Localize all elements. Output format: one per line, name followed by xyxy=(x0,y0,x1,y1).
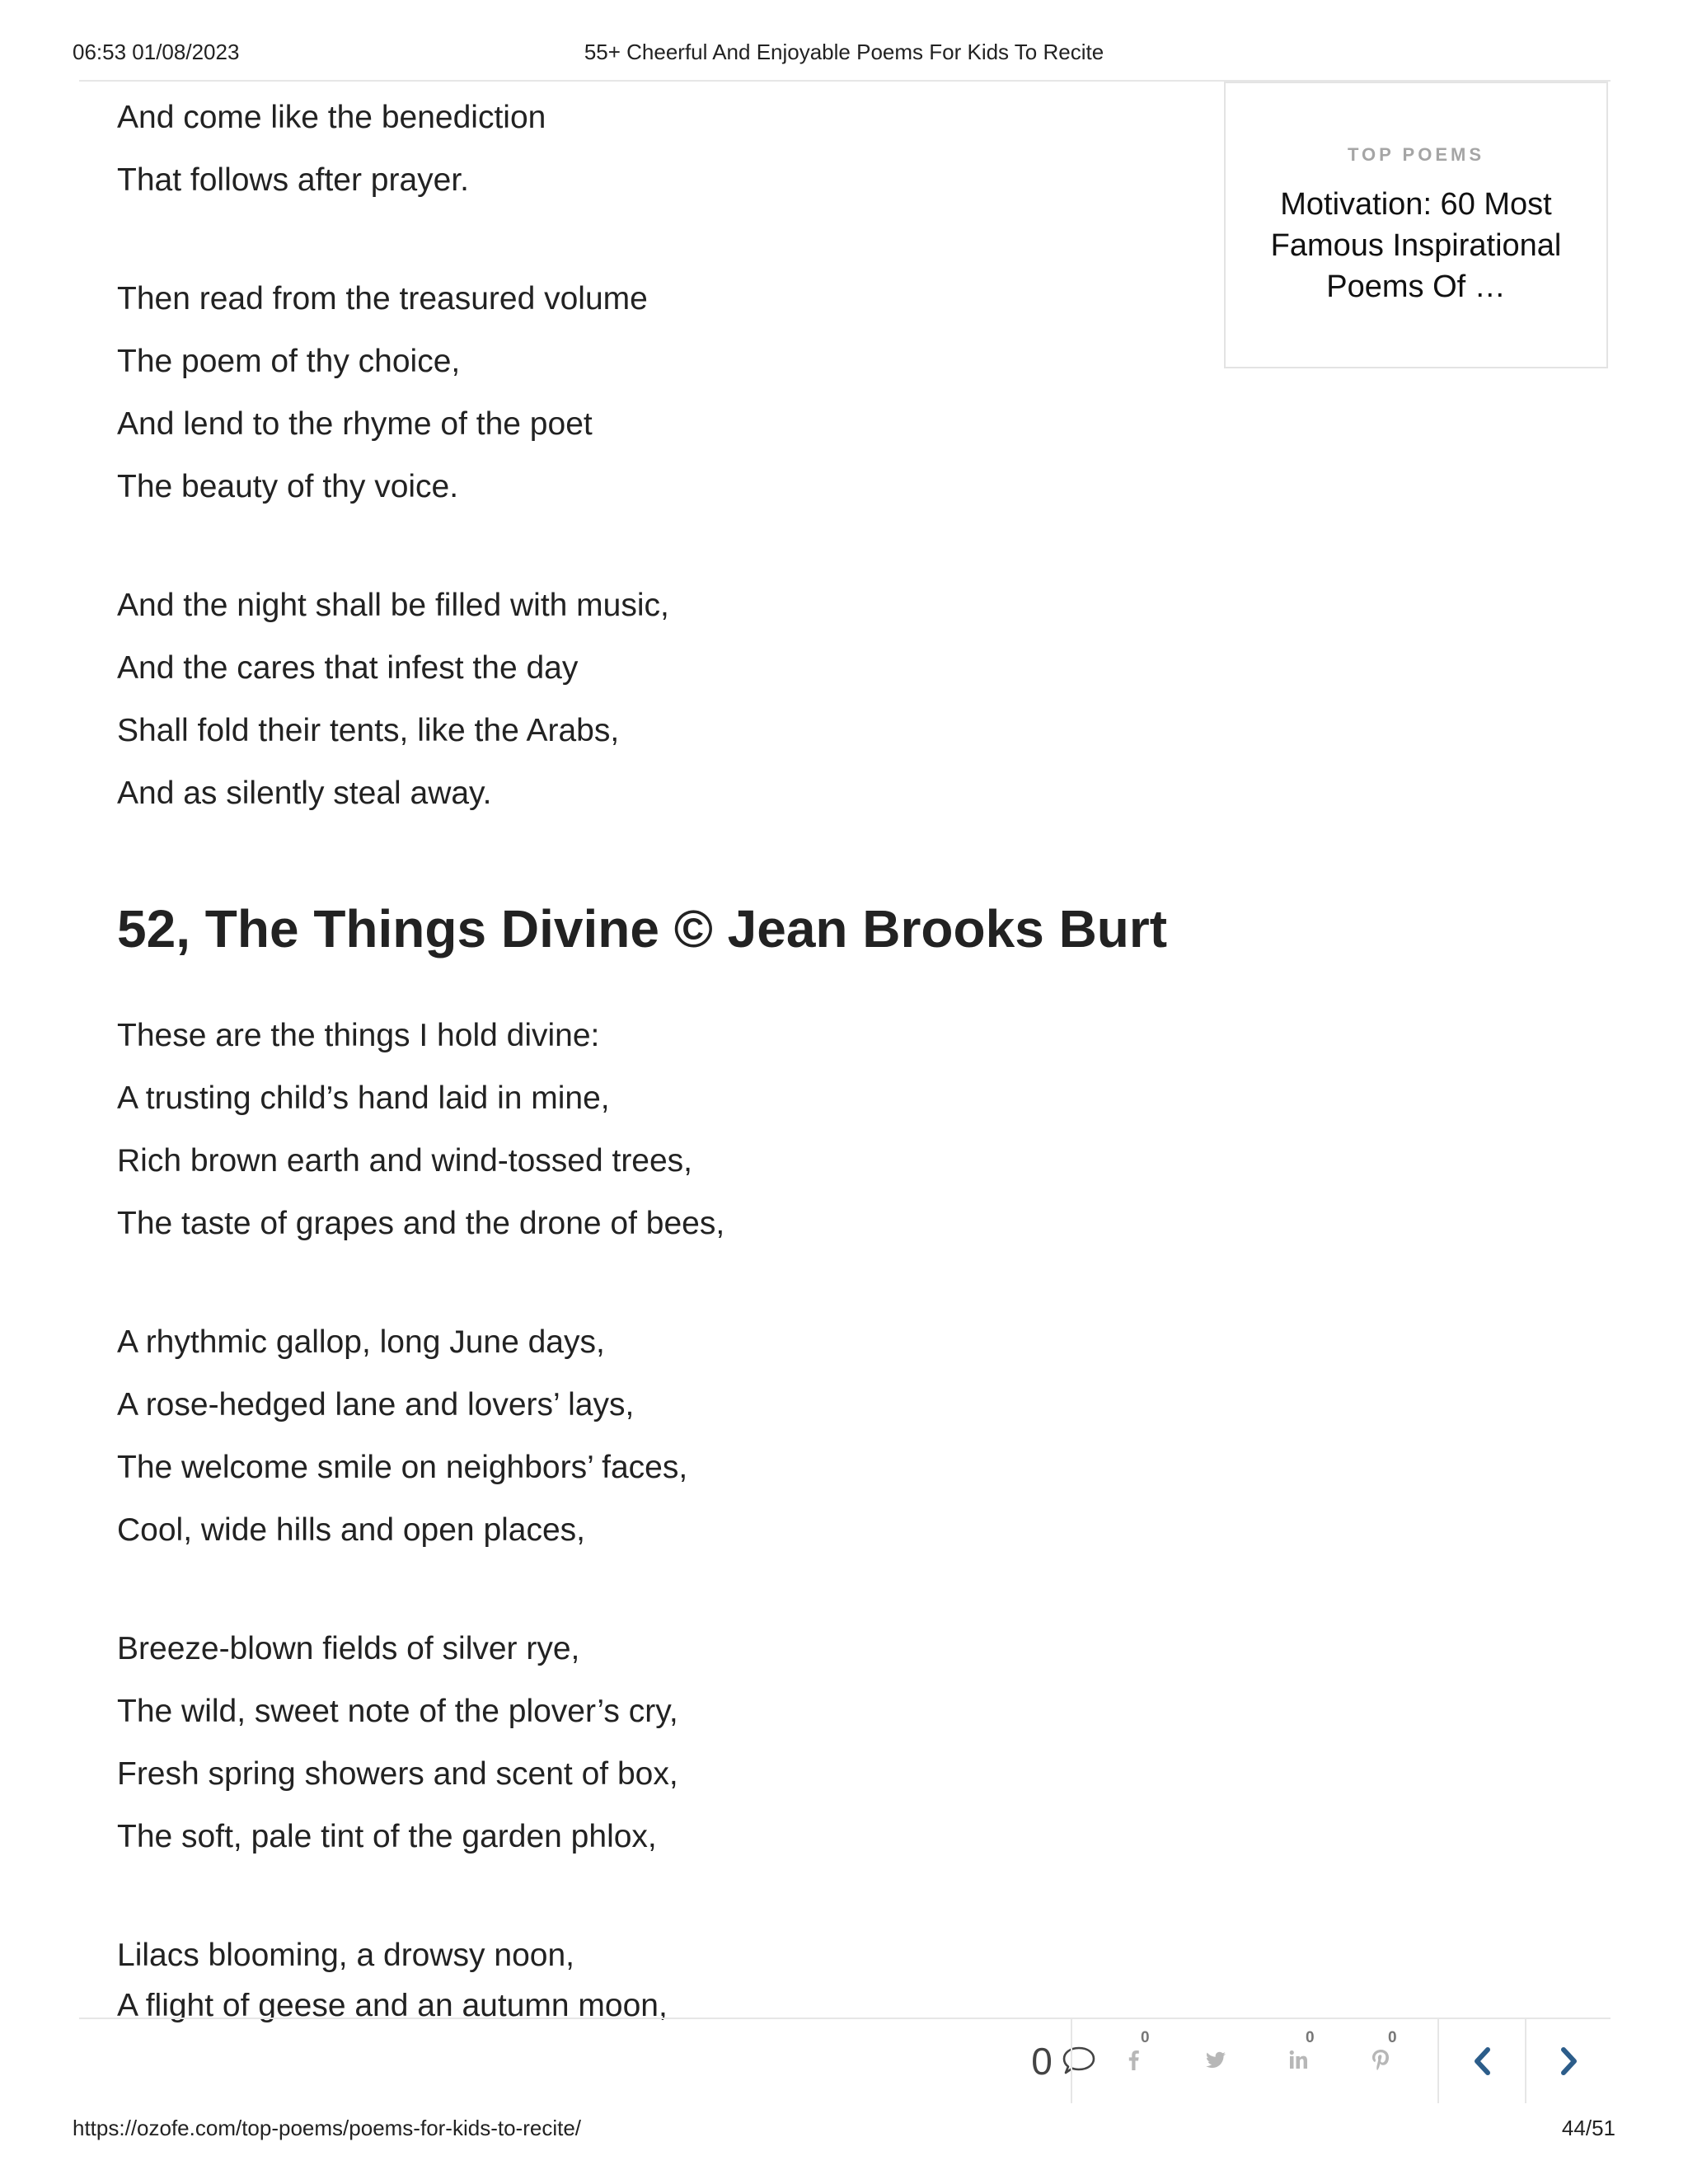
poem-line: A rhythmic gallop, long June days, xyxy=(117,1324,605,1360)
print-footer xyxy=(73,2116,1615,2145)
poem-line: Then read from the treasured volume xyxy=(117,281,648,316)
poem-line: That follows after prayer. xyxy=(117,162,470,198)
top-poems-widget xyxy=(1224,82,1608,368)
previous-page-button[interactable] xyxy=(1441,2019,1523,2103)
poem-line: The taste of grapes and the drone of bees, xyxy=(117,1206,725,1241)
stanza-break xyxy=(117,1868,1189,1924)
poem-line: A rose-hedged lane and lovers’ lays, xyxy=(117,1387,635,1422)
pinterest-icon xyxy=(1368,2047,1393,2072)
poem-line: The wild, sweet note of the plover’s cry, xyxy=(117,1694,678,1729)
poem-line: Lilacs blooming, a drowsy noon, xyxy=(117,1938,574,1973)
poem-line: And come like the benediction xyxy=(117,100,546,135)
facebook-count: 0 xyxy=(1141,2029,1150,2046)
facebook-icon xyxy=(1121,2047,1146,2072)
poem-line-cut: A flight of geese and an autumn moon, xyxy=(117,1993,668,2022)
poem-line: The poem of thy choice, xyxy=(117,344,461,379)
poem-52 xyxy=(117,1005,1189,1987)
speech-bubble-icon xyxy=(1061,2045,1097,2078)
poem-line: These are the things I hold divine: xyxy=(117,1018,600,1053)
poem-line: Fresh spring showers and scent of box, xyxy=(117,1756,678,1792)
twitter-share-button[interactable] xyxy=(1175,2019,1258,2103)
top-poems-label: TOP POEMS xyxy=(1347,144,1484,165)
separator xyxy=(1071,2019,1072,2103)
linkedin-icon xyxy=(1286,2047,1311,2072)
article-body xyxy=(117,87,1189,1987)
stanza-break xyxy=(117,212,1189,268)
poem-line: Shall fold their tents, like the Arabs, xyxy=(117,713,620,748)
poem-heading-52: 52, The Things Divine © Jean Brooks Burt xyxy=(117,899,1168,958)
print-header xyxy=(73,40,1615,69)
poem-51-tail xyxy=(117,87,1189,825)
twitter-icon xyxy=(1203,2047,1228,2072)
next-page-button[interactable] xyxy=(1528,2019,1611,2103)
poem-line: And as silently steal away. xyxy=(117,776,492,811)
facebook-share-button[interactable] xyxy=(1093,2019,1175,2103)
poem-line: The soft, pale tint of the garden phlox, xyxy=(117,1819,657,1854)
stanza-break xyxy=(117,518,1189,574)
poem-line: A trusting child’s hand laid in mine, xyxy=(117,1080,610,1116)
stanza-break xyxy=(117,1562,1189,1618)
print-url: https://ozofe.com/top-poems/poems-for-kids-to-recite/ xyxy=(73,2116,582,2140)
poem-line: And the night shall be filled with music, xyxy=(117,588,669,623)
pinterest-share-button[interactable] xyxy=(1340,2019,1423,2103)
poem-line: And the cares that infest the day xyxy=(117,650,579,686)
print-timestamp: 06:53 01/08/2023 xyxy=(73,40,240,64)
poem-line: Rich brown earth and wind-tossed trees, xyxy=(117,1143,693,1179)
poem-line: The beauty of thy voice. xyxy=(117,469,459,504)
poem-line: The welcome smile on neighbors’ faces, xyxy=(117,1450,688,1485)
page-number: 44/51 xyxy=(1561,2116,1615,2140)
poem-line: Breeze-blown fields of silver rye, xyxy=(117,1631,580,1666)
separator xyxy=(1525,2019,1526,2103)
print-page-title: 55+ Cheerful And Enjoyable Poems For Kids To Recite xyxy=(584,40,1104,64)
comment-count: 0 xyxy=(1031,2040,1053,2083)
linkedin-share-button[interactable] xyxy=(1258,2019,1340,2103)
separator xyxy=(1437,2019,1439,2103)
stanza-break xyxy=(117,1255,1189,1311)
poem-line: Cool, wide hills and open places, xyxy=(117,1512,586,1548)
share-bar xyxy=(79,2018,1611,2103)
chevron-left-icon xyxy=(1470,2045,1493,2078)
poem-line: And lend to the rhyme of the poet xyxy=(117,406,593,442)
linkedin-count: 0 xyxy=(1306,2029,1315,2046)
pinterest-count: 0 xyxy=(1388,2029,1397,2046)
top-poem-link[interactable]: Motivation: 60 Most Famous Inspirational Poems Of … xyxy=(1270,187,1562,304)
chevron-right-icon xyxy=(1558,2045,1581,2078)
